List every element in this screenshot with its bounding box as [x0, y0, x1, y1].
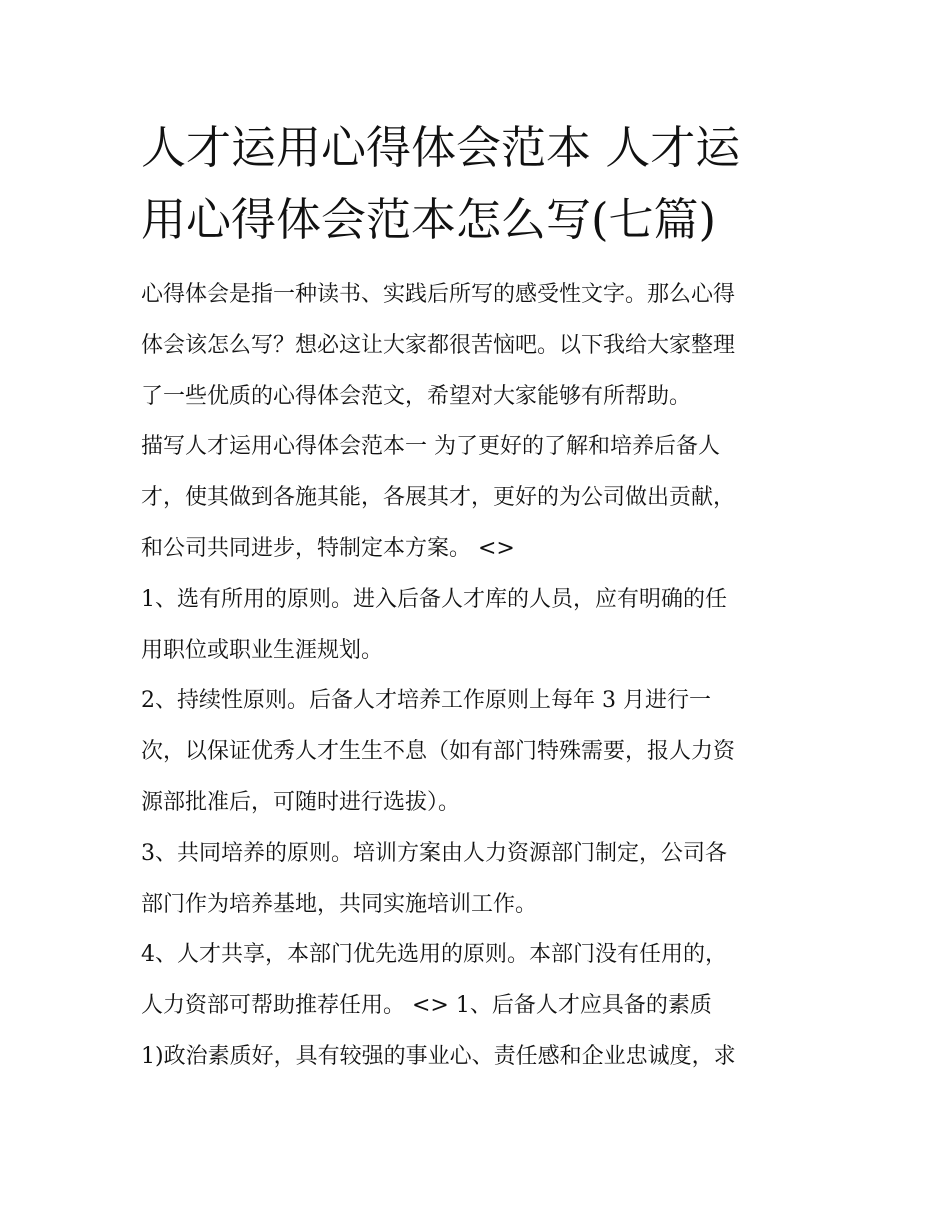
paragraph-principle-4: 4、人才共享，本部门优先选用的原则。本部门没有任用的， 人力资部可帮助推荐任用。 <> 1、后备人才应具备的素质	[141, 942, 727, 1019]
paragraph-principle-2: 2、持续性原则。后备人才培养工作原则上每年 3 月进行一 次，以保证优秀人才生生不息（如有部门特殊需要，报人力资 源部批准后，可随时进行选拔）。	[141, 688, 736, 815]
document-title: 人才运用心得体会范本 人才运 用心得体会范本怎么写(七篇)	[141, 121, 741, 246]
paragraph-intro: 心得体会是指一种读书、实践后所写的感受性文字。那么心得 体会该怎么写？想必这让大家都很苦恼吧。以下我给大家整理 了一些优质的心得体会范文，希望对大家能够有所帮助。	[141, 282, 736, 409]
paragraph-principle-1: 1、选有所用的原则。进入后备人才库的人员，应有明确的任 用职位或职业生涯规划。	[141, 586, 727, 663]
paragraph-principle-3: 3、共同培养的原则。培训方案由人力资源部门制定，公司各 部门作为培养基地，共同实施培训工作。	[141, 840, 727, 917]
document-body	[141, 112, 813, 1083]
paragraph-quality-1: 1)政治素质好，具有较强的事业心、责任感和企业忠诚度，求	[141, 1043, 736, 1069]
paragraph-sample-one: 描写人才运用心得体会范本一 为了更好的了解和培养后备人 才，使其做到各施其能，各展其才，更好的为公司做出贡献， 和公司共同进步，特制定本方案。 <>	[141, 434, 736, 561]
